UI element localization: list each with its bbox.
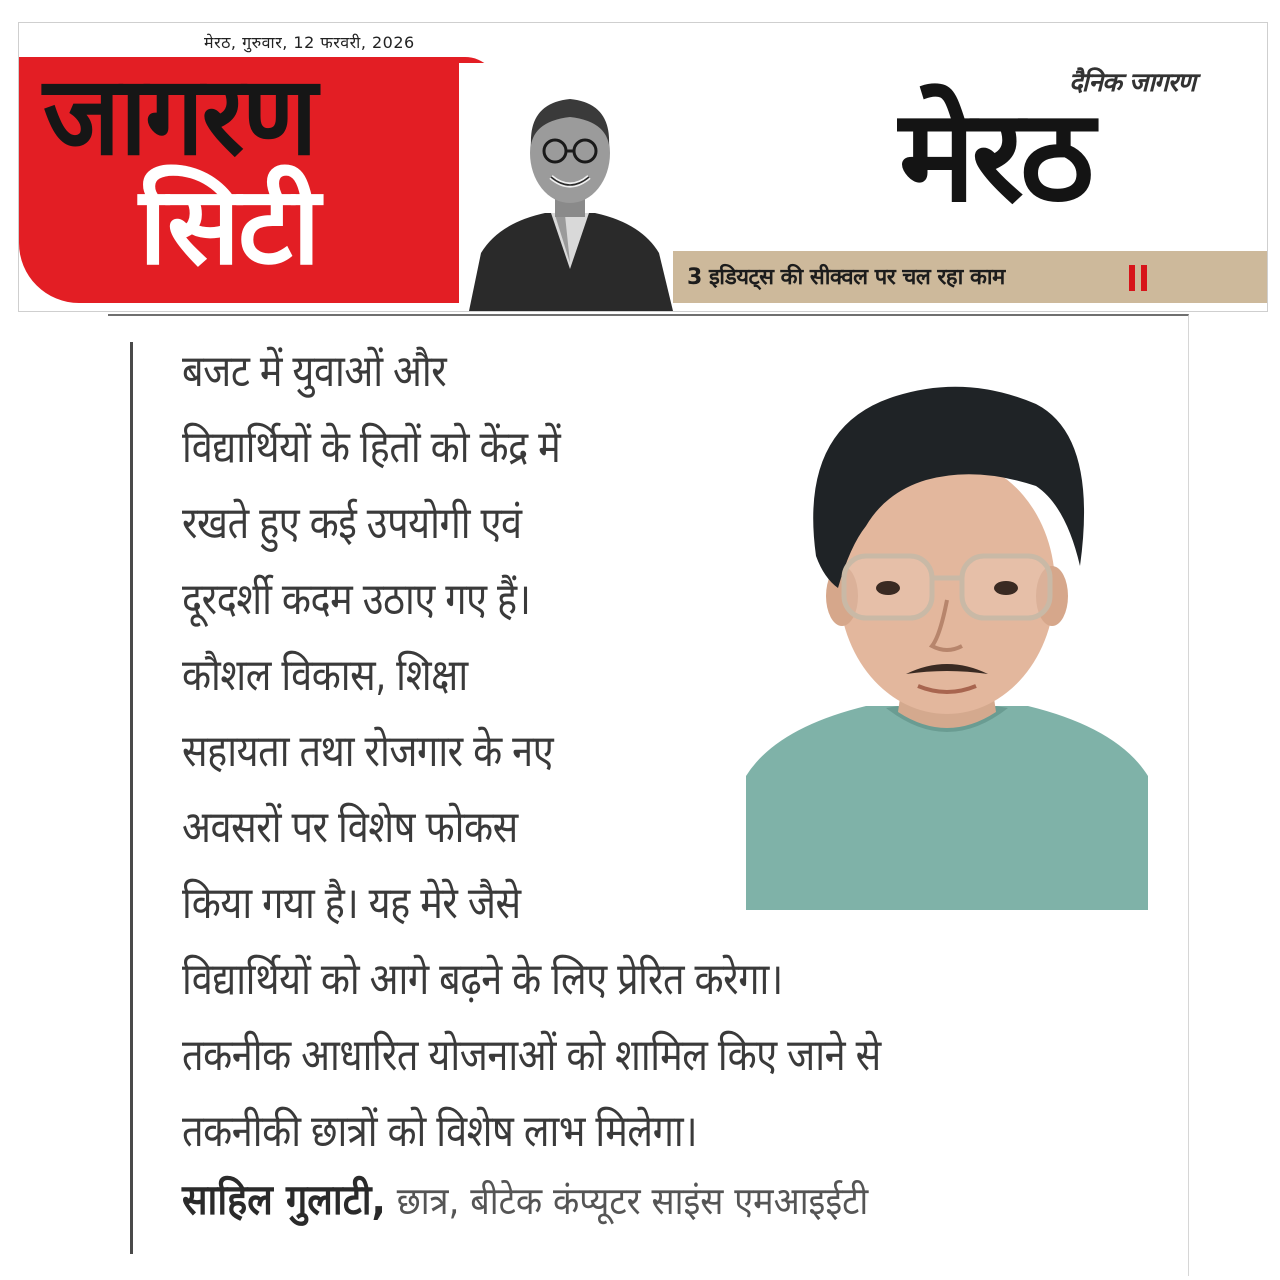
byline [182,1170,868,1227]
article-line: विद्यार्थियों को आगे बढ़ने के लिए प्रेरित करेगा। [182,954,783,1005]
dateline: मेरठ, गुरुवार, 12 फरवरी, 2026 [204,33,415,52]
columnist-portrait [459,63,681,311]
column-rule [130,342,133,1254]
article-line: तकनीकी छात्रों को विशेष लाभ मिलेगा। [182,1106,698,1157]
brand-city-text: सिटी [139,164,319,289]
brand-jagran-text: जागरण [43,51,316,180]
article-clipping [108,314,1189,1276]
article-line: किया गया है। यह मेरे जैसे [182,878,521,929]
article-line: तकनीक आधारित योजनाओं को शामिल किए जाने से [182,1030,881,1081]
double-bar-icon [1129,265,1149,291]
article-line: बजट में युवाओं और [182,346,447,397]
tagline-text: 3 इडियट्स की सीक्वल पर चल रहा काम [687,265,1005,290]
city-edition-title: मेरठ [899,82,1091,231]
paper-name-logo: दैनिक जागरण [1069,68,1196,98]
article-line: रखते हुए कई उपयोगी एवं [182,498,522,549]
article-line: दूरदर्शी कदम उठाए गए हैं। [182,574,531,625]
article-line: विद्यार्थियों के हितों को केंद्र में [182,422,561,473]
article-line: अवसरों पर विशेष फोकस [182,802,518,853]
student-photo [746,356,1148,910]
byline-description: छात्र, बीटेक कंप्यूटर साइंस एमआइईटी [385,1179,869,1223]
masthead [18,22,1268,312]
article-line: कौशल विकास, शिक्षा [182,650,468,701]
article-line: सहायता तथा रोजगार के नए [182,726,554,777]
byline-name: साहिल गुलाटी, [182,1175,386,1224]
